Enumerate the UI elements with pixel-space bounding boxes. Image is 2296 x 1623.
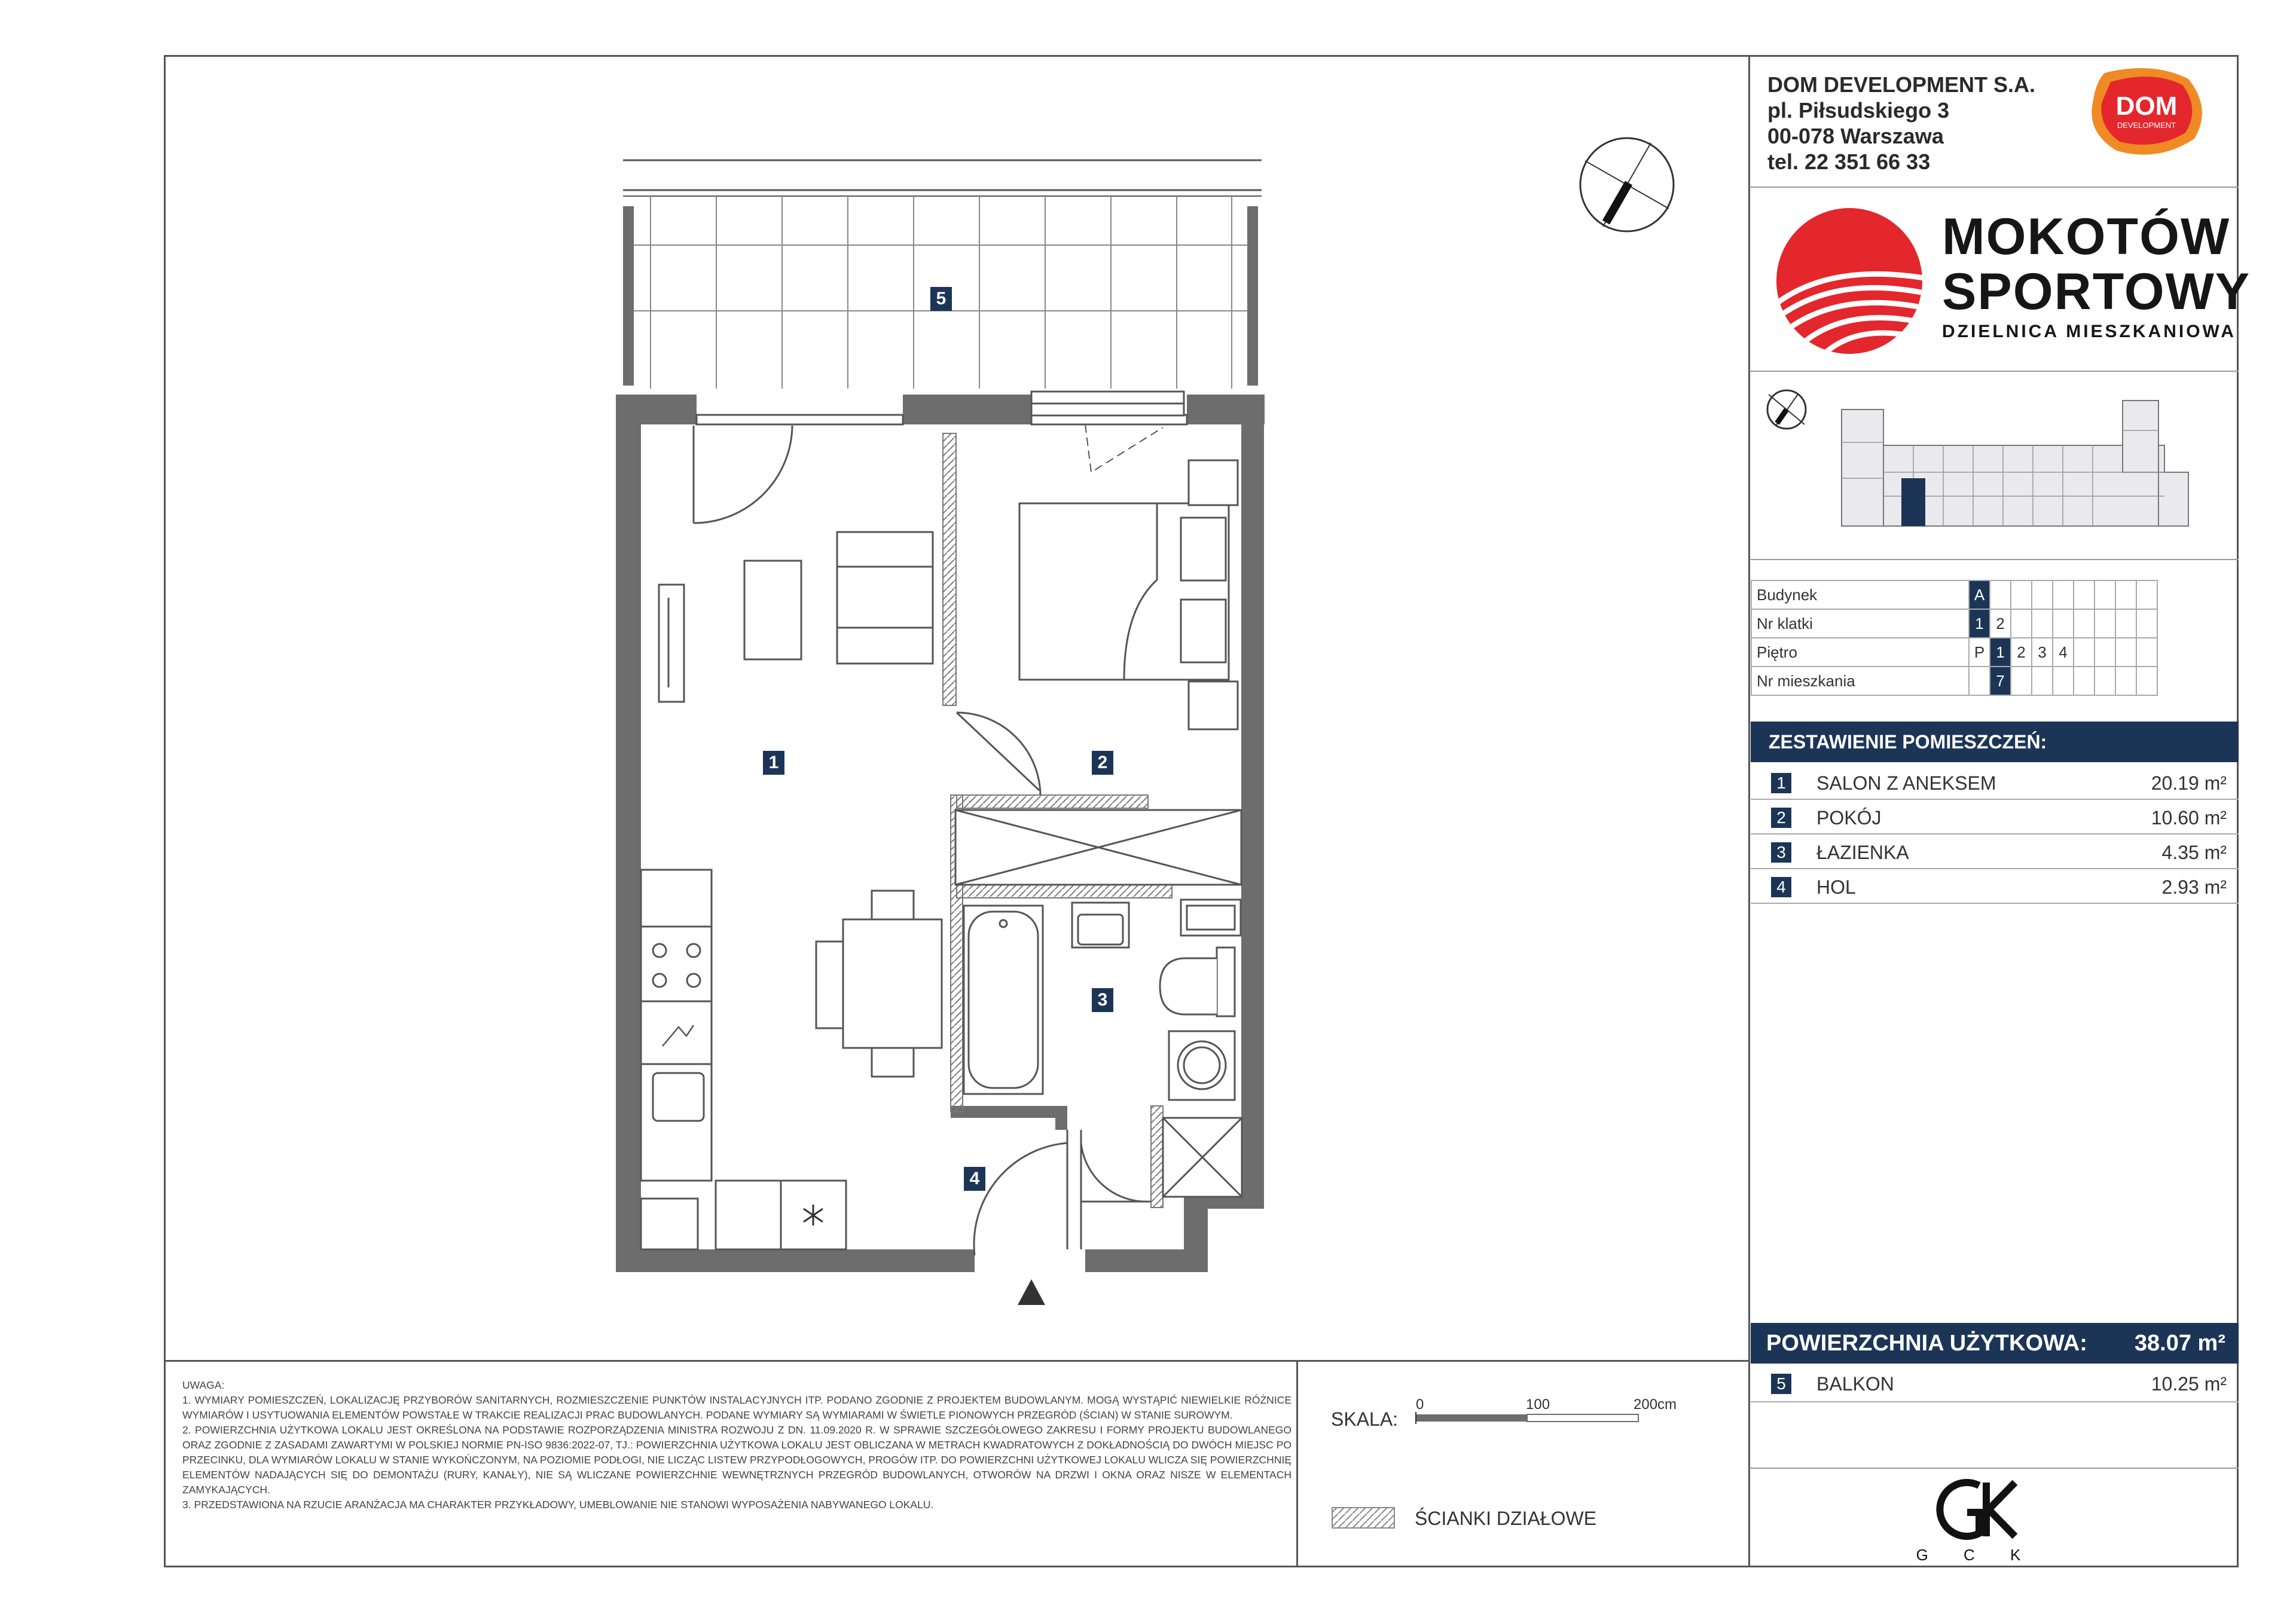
plan-label-5: 5 bbox=[930, 287, 952, 311]
room-name: ŁAZIENKA bbox=[1816, 842, 1909, 863]
room-name: SALON Z ANEKSEM bbox=[1816, 772, 1996, 794]
note-item: 1. WYMIARY POMIESZCZEŃ, LOKALIZACJĘ PRZYBORÓW SANITARNYCH, ROZMIESZCZENIE PUNKTÓW INSTALACYJNYCH ITP. PODANO ZGODNIE Z PROJEKTEM BUDOWLANYM. MOGĄ WYSTĄPIĆ NIEWIELKIE RÓŻNICE WYMIARÓW I USYTUOWANIA ELEMENTÓW POWSTAŁE W TRAKCIE REALIZACJI PRAC BUDOWLANYCH. PODANE WYMIARY SĄ WYMIARAMI W ŚWIETLE PIONOWYCH PRZEGRÓD (ŚCIAN) W STANIE SUROWYM. bbox=[182, 1394, 1292, 1421]
usable-area-label: POWIERZCHNIA UŻYTKOWA: bbox=[1766, 1331, 2087, 1356]
dining-set bbox=[816, 891, 942, 1077]
room-area: 10.25 m² bbox=[2151, 1373, 2227, 1395]
brand-title-line2: SPORTOWY bbox=[1942, 263, 2251, 320]
plan-label-2: 2 bbox=[1092, 751, 1113, 775]
notes-title: UWAGA: bbox=[182, 1379, 225, 1391]
kitchen bbox=[641, 870, 846, 1249]
floor-cell: 1 bbox=[1990, 638, 2011, 667]
apartment-cell: 7 bbox=[1990, 667, 2011, 695]
room-area: 10.60 m² bbox=[2151, 807, 2227, 829]
room-name: HOL bbox=[1816, 876, 1856, 898]
window-swing bbox=[1085, 424, 1163, 472]
room-number: 1 bbox=[1771, 773, 1791, 793]
plan-label-3: 3 bbox=[1092, 988, 1113, 1012]
apartment-label: Nr mieszkania bbox=[1751, 667, 1969, 695]
company-phone: tel. 22 351 66 33 bbox=[1767, 149, 1931, 174]
plan-label-1: 1 bbox=[763, 751, 784, 775]
room-number: 4 bbox=[1771, 877, 1791, 897]
room-area: 2.93 m² bbox=[2161, 876, 2227, 898]
company-name: DOM DEVELOPMENT S.A. bbox=[1767, 72, 2036, 97]
balcony bbox=[623, 160, 1262, 389]
brand-subtitle: DZIELNICA MIESZKANIOWA bbox=[1942, 322, 2236, 341]
room-area: 20.19 m² bbox=[2151, 772, 2227, 794]
floor-label: Piętro bbox=[1751, 638, 1969, 667]
room-number: 5 bbox=[1771, 1374, 1791, 1394]
scale-label: SKALA: bbox=[1331, 1408, 1399, 1430]
stair-cell: 1 bbox=[1969, 609, 1990, 638]
entrance-arrow-icon bbox=[1018, 1279, 1045, 1305]
bedroom-door bbox=[957, 713, 1040, 795]
note-item: 2. POWIERZCHNIA UŻYTKOWA LOKALU JEST OKREŚLONA NA PODSTAWIE ROZPORZĄDZENIA MINISTRA ROZWOJU Z DN. 11.09.2020 R. W SPRAWIE SZCZEGÓŁOWEGO ZAKRESU I FORMY PROJEKTU BUDOWLANEGO ORAZ ZGODNIE Z ZASADAMI ZAWARTYMI W POLSKIEJ NORMIE PN-ISO 9836:2022-07, TJ.: POWIERZCHNIA UŻYTKOWA LOKALU JEST OBLICZANA W METRACH KWADRATOWYCH Z DOKŁADNOŚCIĄ DO DWÓCH MIEJSC PO PRZECINKU, DLA WYMIARÓW LOKALU W STANIE WYKOŃCZONYM, NA POZIOMIE PODŁOGI, NIE LICZĄC LISTEW PRZYPODŁOGOWYCH, PROGÓW ITP. DO POWIERZCHNI UŻYTKOWEJ LOKALU WLICZA SIĘ POWIERZCHNIĘ ELEMENTÓW NADAJĄCYCH SIĘ DO DEMONTAŻU (RURY, KANAŁY), NIE SĄ WLICZANE POWIERZCHNIE WEWNĘTRZNYCH PRZEGRÓD BUDOWLANYCH, OTWORÓW NA DRZWI I OKNA ORAZ NISZE W ELEMENTACH ZAMYKAJĄCYCH. bbox=[182, 1424, 1292, 1496]
usable-area-value: 38.07 m² bbox=[2134, 1331, 2225, 1356]
balcony-door bbox=[694, 426, 792, 523]
dom-logo-sub: DEVELOPMENT bbox=[2117, 121, 2176, 130]
stair-label: Nr klatki bbox=[1751, 609, 1969, 638]
floor-cell: 3 bbox=[2032, 638, 2053, 667]
company-address-city: 00-078 Warszawa bbox=[1767, 124, 1944, 148]
stair-cell: 2 bbox=[1990, 609, 2011, 638]
room-name: BALKON bbox=[1816, 1373, 1894, 1395]
scale-tick-100: 100 bbox=[1526, 1396, 1550, 1413]
floor-cell: 4 bbox=[2053, 638, 2074, 667]
brand-title-line1: MOKOTÓW bbox=[1942, 208, 2231, 265]
company-address-street: pl. Piłsudskiego 3 bbox=[1767, 98, 1950, 123]
gck-letters: G C K bbox=[1916, 1546, 2037, 1564]
installation-shaft bbox=[1163, 1118, 1242, 1197]
note-item: 3. PRZEDSTAWIONA NA RZUCIE ARANŻACJA MA CHARAKTER PRZYKŁADOWY, UMEBLOWANIE NIE STANOWI WYPOSAŻENIA NABYWANEGO LOKALU. bbox=[182, 1499, 934, 1511]
room-area: 4.35 m² bbox=[2161, 842, 2227, 863]
scale-tick-0: 0 bbox=[1416, 1396, 1424, 1413]
room-name: POKÓJ bbox=[1816, 807, 1882, 829]
rooms-header: ZESTAWIENIE POMIESZCZEŃ: bbox=[1751, 722, 2239, 762]
building-cell: A bbox=[1969, 580, 1990, 609]
room-number: 3 bbox=[1771, 842, 1791, 863]
hall-doors bbox=[974, 1130, 1151, 1255]
floor-cell: P bbox=[1969, 638, 1990, 667]
wardrobe bbox=[955, 810, 1241, 885]
partition-legend-label: ŚCIANKI DZIAŁOWE bbox=[1415, 1508, 1597, 1529]
plan-label-4: 4 bbox=[964, 1167, 985, 1191]
building-label: Budynek bbox=[1751, 580, 1969, 609]
dom-logo-text: DOM bbox=[2115, 91, 2178, 121]
living-furniture bbox=[659, 532, 933, 702]
room-number: 2 bbox=[1771, 808, 1791, 828]
bed bbox=[1019, 460, 1238, 729]
floor-cell: 2 bbox=[2011, 638, 2032, 667]
scale-tick-200: 200cm bbox=[1634, 1396, 1677, 1413]
